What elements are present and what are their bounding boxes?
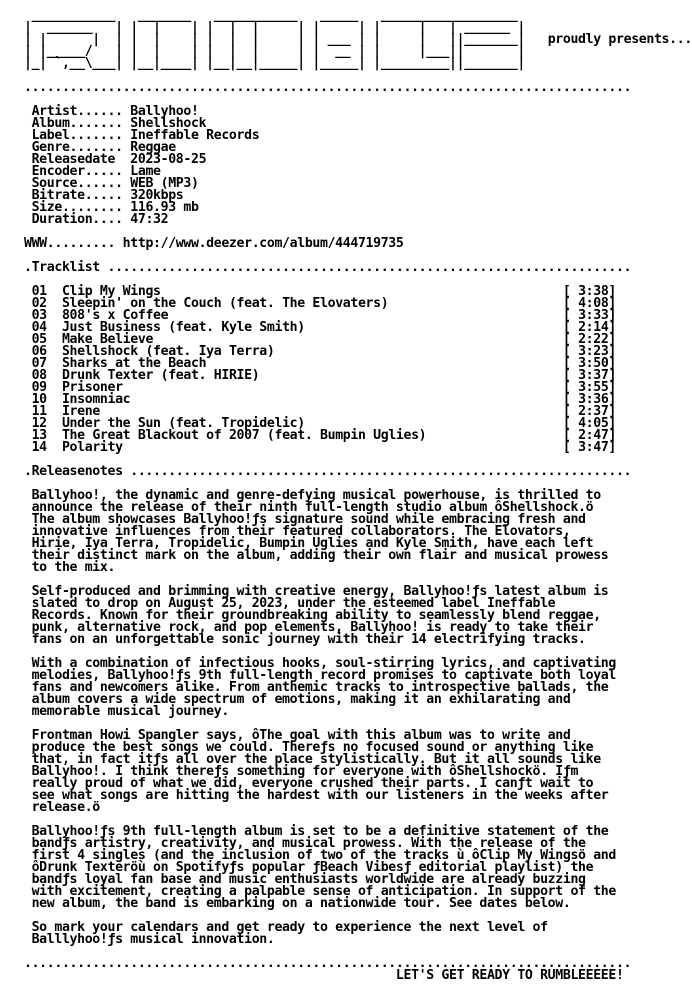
- releasenote-text: slated to drop on August 25, 2023, under the esteemed label Ineffable: [31, 596, 556, 611]
- track-title: Sleepin' on the Couch (feat. The Elovaters): [61, 296, 389, 311]
- releasenote-text: So mark your calendars and get ready to experience the next level of: [31, 920, 548, 935]
- releasenote-line: [24, 802, 692, 814]
- releasenote-text: really proud of what we did, everyone crushed their parts. I canƒt wait to: [31, 776, 594, 791]
- info-key: Releasedate: [31, 152, 123, 167]
- track-title: Just Business (feat. Kyle Smith): [61, 320, 305, 335]
- divider-top: ................................................................................: [24, 80, 632, 95]
- track-duration: [ 3:47]: [562, 440, 617, 455]
- releasenote-text: album covers a wide spectrum of emotions, making it an exhilarating and: [31, 692, 571, 707]
- info-key: Genre.......: [31, 140, 123, 155]
- releasenote-text: fans on an unforgettable sonic journey with their 14 electrifying tracks.: [31, 632, 586, 647]
- releasenote-line: [24, 634, 692, 646]
- logo-art-row: | |_____/ | | | | | | | | | __ | | |___|| |: [24, 44, 525, 59]
- track-title: Clip My Wings: [61, 284, 161, 299]
- logo-art-row: | ______ | | | | | | | | | | | | | ______ |: [24, 20, 525, 35]
- releasenote-line: [24, 562, 692, 574]
- releasenote-text: Hirie, Iya Terra, Tropidelic, Bumpin Uglies and Kyle Smith, have each left: [31, 536, 594, 551]
- releasenote-line: [24, 706, 692, 718]
- releasenote-text: with excitement, creating a palpable sense of anticipation. In support of the: [31, 884, 616, 899]
- info-value: Shellshock: [130, 116, 207, 131]
- releasenote-text: to the mix.: [31, 560, 116, 575]
- info-key: Source......: [31, 176, 123, 191]
- track-number: 11: [31, 404, 47, 419]
- releasenote-text: Frontman Howi Spangler says, ôThe goal with this album was to write and: [31, 728, 571, 743]
- footer-text: LET'S GET READY TO RUMBLEEEEE!: [395, 968, 624, 983]
- ascii-logo: [24, 10, 692, 82]
- releasenote-text: Records. Known for their groundbreaking ability to seamlessly blend reggae,: [31, 608, 601, 623]
- logo-art-row: ___________ _______ ___________ _____ __________________: [24, 8, 525, 23]
- www-line: [24, 238, 692, 250]
- logo-art-row: |_| `,__\___| |__|____| |__|__|_____| |_____| |_________||_______|: [24, 56, 525, 71]
- track-duration: [ 2:22]: [562, 332, 617, 347]
- info-value: 47:32: [130, 212, 169, 227]
- track-number: 08: [31, 368, 47, 383]
- track-title: 808's x Coffee: [61, 308, 169, 323]
- track-number: 05: [31, 332, 47, 347]
- track-title: Insomniac: [61, 392, 131, 407]
- info-value: 320kbps: [130, 188, 184, 203]
- track-title: Irene: [61, 404, 100, 419]
- releasenote-text: announce the release of their ninth full-length studio album ôShellshock.ö: [31, 500, 594, 515]
- track-duration: [ 3:36]: [562, 392, 617, 407]
- releasenote-line: [24, 790, 692, 802]
- releasenote-text: Balllyhoo!ƒs musical innovation.: [31, 932, 275, 947]
- releasenote-text: innovative influences from their featured collaborators. The Elovators,: [31, 524, 571, 539]
- releasenote-text: their distinct mark on the album, adding their own flair and musical prowess: [31, 548, 609, 563]
- releasenote-line: [24, 934, 692, 946]
- releasenote-text: Self-produced and brimming with creative energy, Ballyhoo!ƒs latest album is: [31, 584, 609, 599]
- track-duration: [ 2:14]: [562, 320, 617, 335]
- track-title: Drunk Texter (feat. HIRIE): [61, 368, 260, 383]
- track-title: Shellshock (feat. Iya Terra): [61, 344, 275, 359]
- divider-bottom: ................................................................................: [24, 956, 632, 971]
- track-number: 14: [31, 440, 47, 455]
- releasenote-text: fans and newcomers alike. From anthemic tracks to introspective ballads, the: [31, 680, 609, 695]
- presents-text: proudly presents...: [547, 32, 692, 47]
- info-key: Album.......: [31, 116, 123, 131]
- releasenotes: [24, 490, 692, 946]
- track-number: 01: [31, 284, 47, 299]
- releasenote-text: Ballyhoo!ƒs 9th full-length album is set to be a definitive statement of the: [31, 824, 609, 839]
- tracklist-header: .Tracklist .....................................................................: [24, 260, 632, 275]
- releasenote-text: ôDrunk Texteröù on Spotifyƒs popular ƒBeach Vibesƒ editorial playlist) the: [31, 860, 594, 875]
- releasenotes-header: .Releasenotes ..................................................................: [24, 464, 632, 479]
- releasenote-text: Ballyhoo!, the dynamic and genre-defying musical powerhouse, is thrilled to: [31, 488, 601, 503]
- info-value: Lame: [130, 164, 161, 179]
- info-row: [24, 214, 692, 226]
- track-title: The Great Blackout of 2007 (feat. Bumpin Uglies): [61, 428, 427, 443]
- track-number: 09: [31, 380, 47, 395]
- releasenote-line: [24, 550, 692, 562]
- nfo-document: [24, 10, 692, 982]
- releasenote-text: release.ö: [31, 800, 100, 815]
- track-duration: [ 2:47]: [562, 428, 617, 443]
- logo-line: [24, 58, 692, 70]
- releasenote-text: bandƒs loyal fan base and music enthusiasts worldwide are already buzzing: [31, 872, 586, 887]
- track-number: 13: [31, 428, 47, 443]
- track-number: 04: [31, 320, 47, 335]
- logo-art-row: | | | | | | | | | | | | ___ | | | ||_______|: [24, 32, 525, 47]
- track-number: 10: [31, 392, 47, 407]
- releasenote-text: that, in fact itƒs all over the place stylistically. But it all sounds like: [31, 752, 601, 767]
- info-key: Duration....: [31, 212, 123, 227]
- track-duration: [ 4:08]: [562, 296, 617, 311]
- track-duration: [ 3:50]: [562, 356, 617, 371]
- releasenote-line: [24, 898, 692, 910]
- track-number: 12: [31, 416, 47, 431]
- track-title: Prisoner: [61, 380, 123, 395]
- track-row: [24, 442, 692, 454]
- releasenote-text: new album, the band is embarking on a nationwide tour. See dates below.: [31, 896, 571, 911]
- releasenote-text: The album showcases Ballyhoo!ƒs signature sound while embracing fresh and: [31, 512, 586, 527]
- track-title: Polarity: [61, 440, 123, 455]
- releasenote-text: With a combination of infectious hooks, soul-stirring lyrics, and captivating: [31, 656, 616, 671]
- track-number: 03: [31, 308, 47, 323]
- info-value: Ineffable Records: [130, 128, 260, 143]
- releasenote-text: memorable musical journey.: [31, 704, 229, 719]
- releasenote-text: produce the best songs we could. Thereƒs no focused sound or anything like: [31, 740, 594, 755]
- info-value: 116.93 mb: [130, 200, 199, 215]
- tracklist: [24, 286, 692, 454]
- www-key: WWW.........: [24, 236, 116, 251]
- info-key: Label.......: [31, 128, 123, 143]
- releasenote-text: bandƒs artistry, creativity, and musical prowess. With the release of the: [31, 836, 586, 851]
- info-value: 2023-08-25: [130, 152, 207, 167]
- track-title: Under the Sun (feat. Tropidelic): [61, 416, 305, 431]
- releasenote-text: first 4 singles (and the inclusion of two of the tracks ù ôClip My Wingsö and: [31, 848, 616, 863]
- releasenote-text: punk, alternative rock, and pop elements, Ballyhoo! is ready to take their: [31, 620, 594, 635]
- track-duration: [ 3:37]: [562, 368, 617, 383]
- track-duration: [ 4:05]: [562, 416, 617, 431]
- info-value: WEB (MP3): [130, 176, 199, 191]
- track-number: 02: [31, 296, 47, 311]
- track-duration: [ 3:23]: [562, 344, 617, 359]
- track-duration: [ 3:33]: [562, 308, 617, 323]
- releasenote-text: melodies, Ballyhoo!ƒs 9th full-length record promises to captivate both loyal: [31, 668, 616, 683]
- track-number: 07: [31, 356, 47, 371]
- info-value: Reggae: [130, 140, 176, 155]
- info-key: Size........: [31, 200, 123, 215]
- track-number: 06: [31, 344, 47, 359]
- track-duration: [ 2:37]: [562, 404, 617, 419]
- track-title: Make Believe: [61, 332, 154, 347]
- footer-line: [24, 970, 692, 982]
- release-info: [24, 106, 692, 226]
- track-title: Sharks at the Beach: [61, 356, 207, 371]
- releasenote-text: Ballyhoo!. I think thereƒs something for everyone with ôShellshockö. Iƒm: [31, 764, 579, 779]
- track-duration: [ 3:38]: [562, 284, 617, 299]
- www-url[interactable]: http://www.deezer.com/album/444719735: [122, 236, 404, 251]
- releasenote-text: see what songs are hitting the hardest with our listeners in the weeks after: [31, 788, 609, 803]
- info-value: Ballyhoo!: [130, 104, 199, 119]
- track-duration: [ 3:55]: [562, 380, 617, 395]
- info-key: Artist......: [31, 104, 123, 119]
- info-key: Encoder.....: [31, 164, 123, 179]
- info-key: Bitrate.....: [31, 188, 123, 203]
